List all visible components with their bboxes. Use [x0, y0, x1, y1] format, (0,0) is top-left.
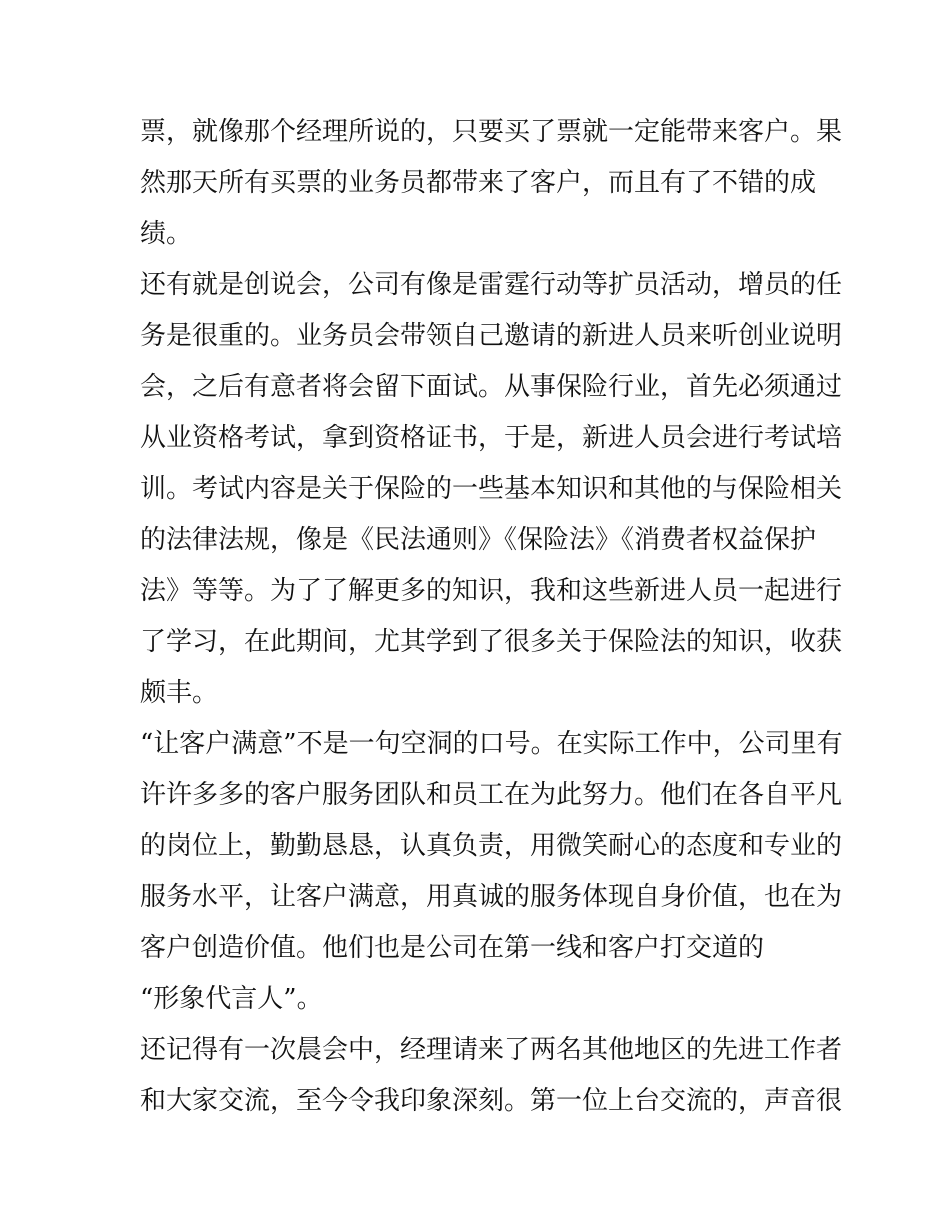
text-line: 了学习，在此期间，尤其学到了很多关于保险法的知识，收获 — [140, 627, 843, 657]
text-line: 法》等等。为了了解更多的知识，我和这些新进人员一起进行 — [140, 576, 843, 606]
text-line: 颇丰。 — [140, 678, 219, 708]
paragraph — [140, 719, 843, 1025]
paragraph — [140, 107, 843, 260]
text-line: 从业资格考试，拿到资格证书，于是，新进人员会进行考试培 — [140, 423, 843, 453]
text-line: “形象代言人”。 — [140, 984, 323, 1014]
text-line: 票，就像那个经理所说的，只要买了票就一定能带来客户。果 — [140, 117, 843, 147]
text-line: 的岗位上，勤勤恳恳，认真负责，用微笑耐心的态度和专业的 — [140, 831, 843, 861]
text-line: 然那天所有买票的业务员都带来了客户，而且有了不错的成 — [140, 168, 817, 198]
paragraph — [140, 1025, 843, 1127]
text-line: “让客户满意”不是一句空洞的口号。在实际工作中，公司里有 — [140, 729, 843, 759]
text-line: 会，之后有意者将会留下面试。从事保险行业，首先必须通过 — [140, 372, 843, 402]
paragraph — [140, 260, 843, 719]
text-line: 训。考试内容是关于保险的一些基本知识和其他的与保险相关 — [140, 474, 843, 504]
document-body — [140, 107, 843, 1127]
text-line: 还有就是创说会，公司有像是雷霆行动等扩员活动，增员的任 — [140, 270, 843, 300]
text-line: 和大家交流，至今令我印象深刻。第一位上台交流的，声音很 — [140, 1086, 843, 1116]
text-line: 还记得有一次晨会中，经理请来了两名其他地区的先进工作者 — [140, 1035, 843, 1065]
text-line: 务是很重的。业务员会带领自己邀请的新进人员来听创业说明 — [140, 321, 843, 351]
text-line: 客户创造价值。他们也是公司在第一线和客户打交道的 — [140, 933, 765, 963]
text-line: 的法律法规，像是《民法通则》《保险法》《消费者权益保护 — [140, 525, 817, 555]
text-line: 服务水平，让客户满意，用真诚的服务体现自身价值，也在为 — [140, 882, 843, 912]
text-line: 许许多多的客户服务团队和员工在为此努力。他们在各自平凡 — [140, 780, 843, 810]
text-line: 绩。 — [140, 219, 193, 249]
